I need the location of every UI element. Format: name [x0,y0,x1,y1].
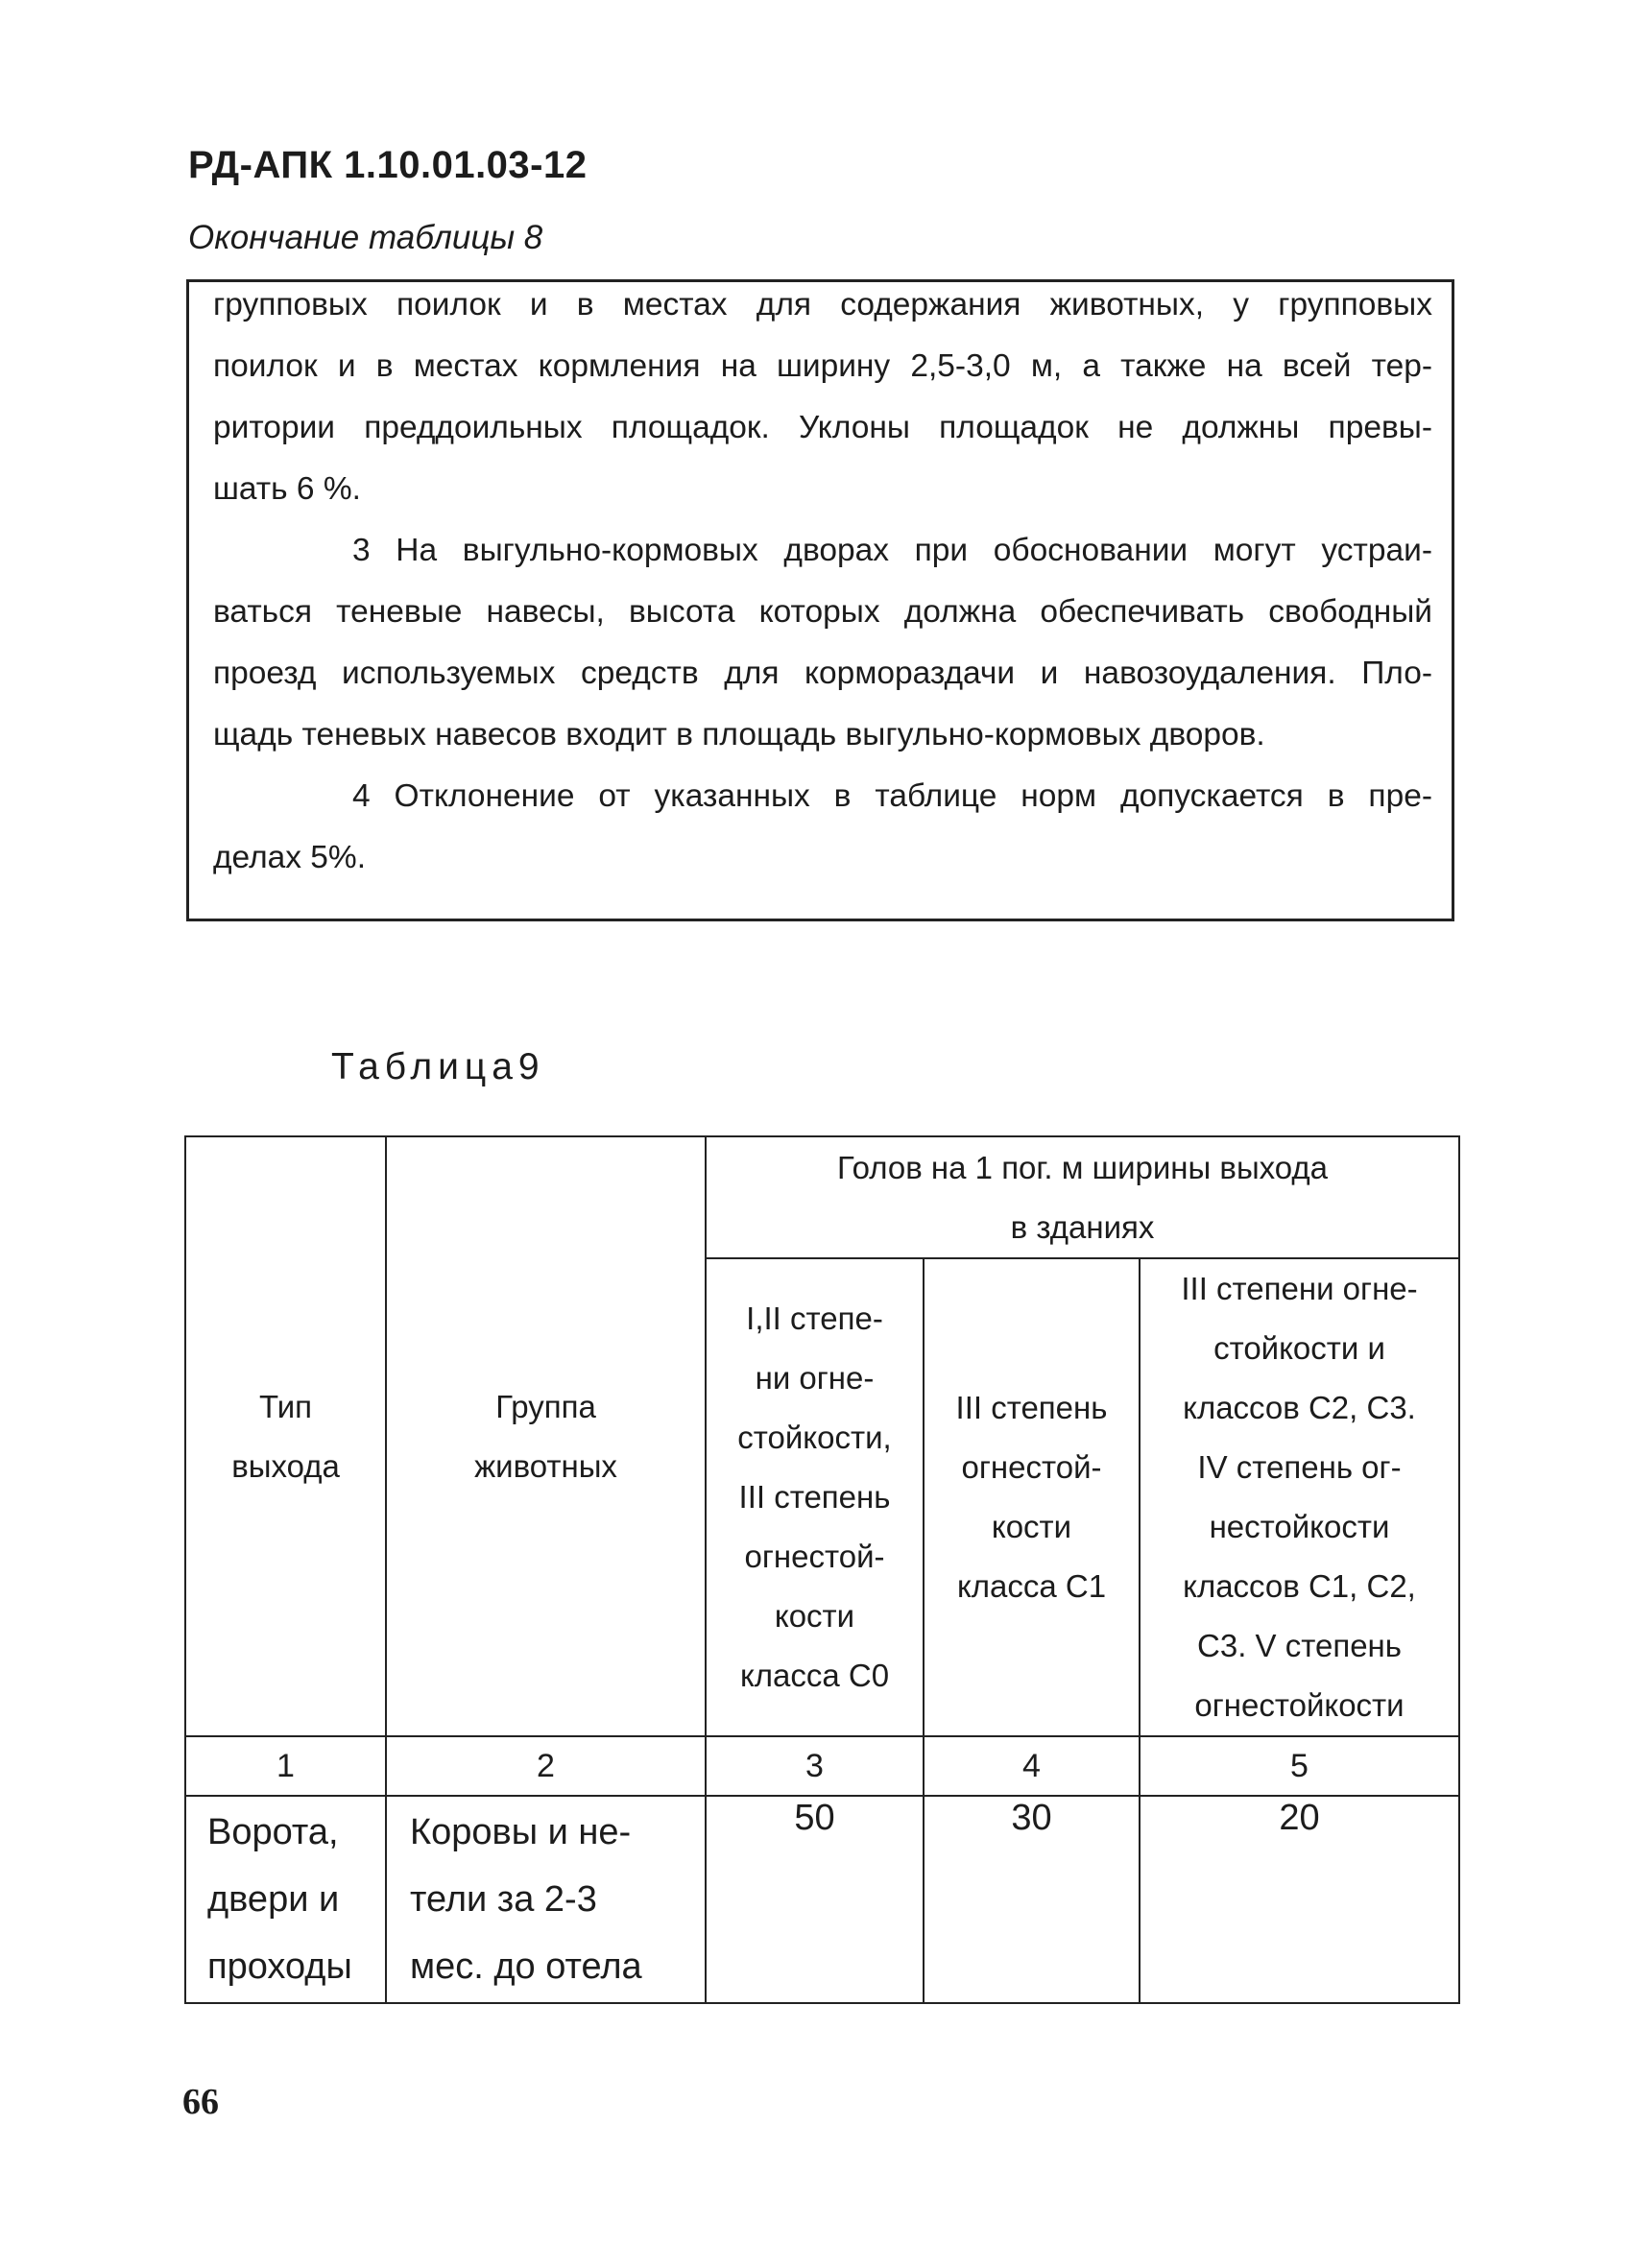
cell-value: 30 [924,1796,1140,2003]
table-row [185,1796,1459,2003]
header-text-line: огнестойкости [1194,1687,1405,1723]
header-text-line: С3. V степень [1197,1628,1402,1663]
header-fire-resistance-c0 [706,1258,924,1736]
header-text-line: Тип [258,1388,312,1424]
column-number: 3 [706,1736,924,1796]
header-text-line: огнестой- [961,1449,1102,1485]
header-animal-group [386,1136,706,1736]
cell-text-line: Коровы и не- [410,1812,632,1852]
header-text-line: Группа [495,1388,596,1424]
header-text-line: классов С2, С3. [1183,1390,1416,1425]
page-number: 66 [182,2082,219,2122]
header-fire-resistance-c2-c3 [1140,1258,1459,1736]
header-fire-resistance-c1 [924,1258,1140,1736]
header-text-line: класса С0 [739,1658,890,1693]
header-heads-per-meter [706,1136,1459,1258]
column-number: 4 [924,1736,1140,1796]
cell-value: 50 [706,1796,924,2003]
header-text-line: в зданиях [1010,1208,1155,1245]
header-text-line: огнестой- [744,1539,885,1574]
note-line: групповых поилок и в местах для содержания животных, у групповых [213,287,1432,322]
cell-exit-type [185,1796,386,2003]
header-text-line: классов С1, С2, [1183,1568,1416,1604]
table-continuation-label: Окончание таблицы 8 [188,219,543,256]
header-text-line: IV степень ог- [1197,1449,1402,1485]
header-text-line: Голов на 1 пог. м ширины выхода [836,1149,1329,1185]
cell-text-line: тели за 2-3 [410,1879,597,1920]
header-text-line: выхода [231,1447,340,1484]
cell-text-line: двери и [207,1879,340,1920]
header-text-line: ни огне- [755,1360,875,1396]
column-number: 5 [1140,1736,1459,1796]
note-line: поилок и в местах кормления на ширину 2,5-3,0 м, а также на всей тер- [213,348,1432,384]
header-text-line: III степень [738,1479,891,1515]
note-line: ваться теневые навесы, высота которых должна обеспечивать свободный [213,594,1432,630]
cell-text-line: проходы [207,1946,352,1987]
column-number: 2 [386,1736,706,1796]
note-line: ритории преддоильных площадок. Уклоны площадок не должны превы- [213,410,1432,445]
table-8-notes-box [186,279,1454,921]
note-line: шать 6 %. [213,471,361,507]
header-exit-type [185,1136,386,1736]
cell-text-line: Ворота, [207,1812,339,1852]
header-text-line: стойкости, [737,1420,892,1455]
header-text-line: нестойкости [1209,1509,1390,1544]
header-text-line: III степени огне- [1181,1271,1418,1306]
document-code: РД-АПК 1.10.01.03-12 [188,144,588,186]
note-line: щадь теневых навесов входит в площадь выгульно-кормовых дворов. [213,717,1265,752]
table-9 [184,1135,1460,2004]
header-text-line: I,II степе- [746,1301,883,1336]
note-line: 3 На выгульно-кормовых дворах при обосновании могут устраи- [352,533,1432,568]
note-line: делах 5%. [213,840,367,875]
note-line: проезд используемых средств для кормораздачи и навозоудаления. Пло- [213,656,1432,691]
header-text-line: стойкости и [1213,1330,1385,1366]
header-text-line: кости [991,1509,1072,1544]
header-text-line: III степень [955,1390,1108,1425]
column-number-row [185,1736,1459,1796]
cell-text-line: мес. до отела [410,1946,642,1987]
column-number: 1 [185,1736,386,1796]
table-9-caption: Таблица9 [331,1046,545,1087]
cell-animal-group [386,1796,706,2003]
cell-value: 20 [1140,1796,1459,2003]
header-text-line: класса С1 [956,1568,1107,1604]
header-text-line: кости [774,1598,855,1634]
note-line: 4 Отклонение от указанных в таблице норм допускается в пре- [352,778,1432,814]
header-text-line: животных [474,1447,617,1484]
